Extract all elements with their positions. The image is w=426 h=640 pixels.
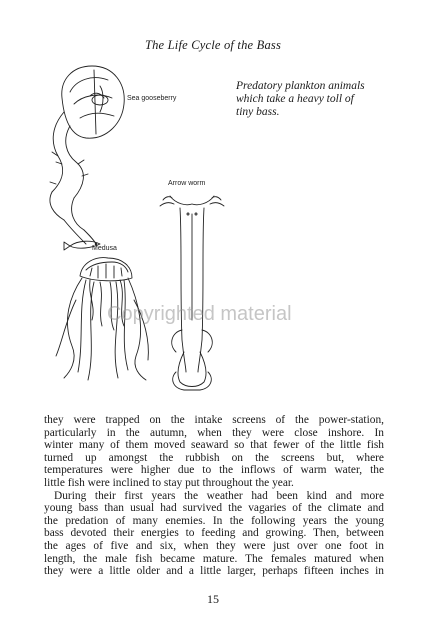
text-line: they were a little older and a little larger, perhaps fifteen inches in [44, 565, 384, 578]
text-line: turned up amongst the rubbish on the screens but, where [44, 451, 384, 464]
running-head: The Life Cycle of the Bass [144, 38, 282, 52]
text-line: little fish were inclined to stay put throughout the year. [44, 476, 294, 489]
caption-line: which take a heavy toll of [236, 93, 354, 105]
figure-caption [236, 80, 396, 119]
text-line: During their first years the weather had been kind and more [54, 489, 384, 502]
text-line: bass devoted their energies to feeding and growing. Then, between [44, 527, 384, 540]
sea-gooseberry-drawing [50, 66, 124, 250]
text-line: the ages of five and six, when they were just over one foot in [44, 539, 384, 552]
text-line: particularly in the autumn, when they were close inshore. In [44, 426, 384, 439]
text-line: temperatures were higher due to the inflows of warm water, the [44, 464, 384, 477]
label-arrow-worm: Arrow worm [168, 180, 206, 187]
text-line: length, the male fish became mature. The females matured when [44, 552, 384, 565]
text-line: young bass than usual had survived the vagaries of the climate and [44, 502, 384, 515]
caption-line: tiny bass. [236, 106, 280, 118]
caption-line: Predatory plankton animals [236, 80, 365, 92]
page-number: 15 [207, 592, 219, 606]
label-sea-gooseberry: Sea gooseberry [127, 95, 177, 102]
text-line: the predation of many enemies. In the following years the young [44, 514, 384, 527]
copyright-watermark: Copyrighted material [107, 303, 292, 325]
body-text [44, 414, 384, 578]
text-line: winter many of them moved seaward so that fewer of the little fish [44, 439, 384, 452]
text-line: they were trapped on the intake screens of the power-station, [44, 414, 384, 426]
arrow-worm-drawing [160, 196, 224, 390]
label-medusa: Medusa [92, 245, 117, 252]
